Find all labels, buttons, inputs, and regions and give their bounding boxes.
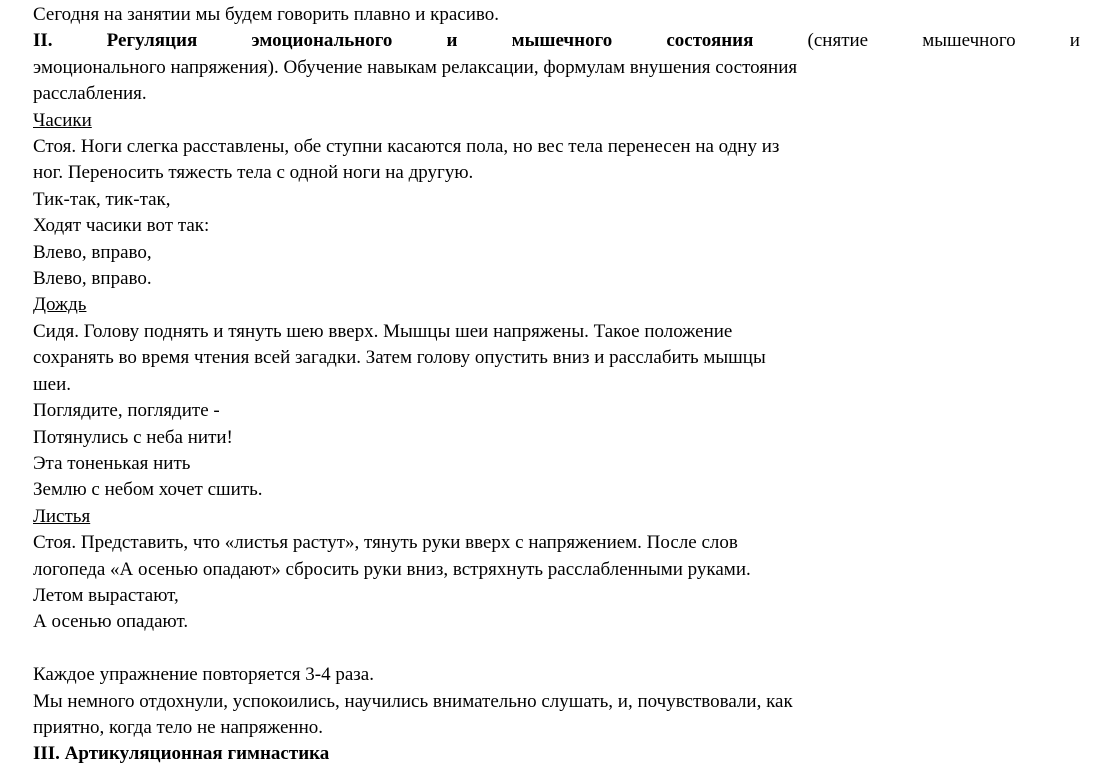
title-word: и bbox=[1069, 30, 1080, 52]
verse-line: Влево, вправо, bbox=[33, 241, 152, 263]
verse-line: Влево, вправо. bbox=[33, 268, 152, 290]
title-word: II. bbox=[33, 30, 53, 52]
exercise-heading-listya: Листья bbox=[33, 505, 91, 527]
exercise2-desc-line3: шеи. bbox=[33, 373, 71, 395]
section2-title-line1 bbox=[33, 28, 1080, 54]
summary-line1: Мы немного отдохнули, успокоились, научились внимательно слушать, и, почувствовали, как bbox=[33, 690, 793, 712]
exercise3-desc-line1: Стоя. Представить, что «листья растут», тянуть руки вверх с напряжением. После слов bbox=[33, 532, 738, 554]
exercise1-desc-line1: Стоя. Ноги слегка расставлены, обе ступни касаются пола, но вес тела перенесен на одну из bbox=[33, 136, 780, 158]
document-page bbox=[33, 2, 1080, 768]
title-word: состояния bbox=[666, 30, 754, 52]
title-word: Регуляция bbox=[106, 30, 198, 52]
intro-text: Сегодня на занятии мы будем говорить плавно и красиво. bbox=[33, 4, 499, 25]
exercise2-desc-line2: сохранять во время чтения всей загадки. Затем голову опустить вниз и расслабить мышцы bbox=[33, 347, 766, 369]
title-word: эмоционального bbox=[251, 30, 393, 52]
blank-line bbox=[33, 636, 1080, 662]
title-word: и bbox=[446, 30, 458, 52]
verse-line: Тик-так, тик-так, bbox=[33, 188, 171, 210]
section3-title: III. Артикуляционная гимнастика bbox=[33, 743, 330, 765]
verse-line: Эта тоненькая нить bbox=[33, 452, 191, 474]
verse-line: Ходят часики вот так: bbox=[33, 215, 210, 237]
repeat-note: Каждое упражнение повторяется 3-4 раза. bbox=[33, 664, 374, 686]
verse-line: Летом вырастают, bbox=[33, 584, 179, 606]
summary-line2: приятно, когда тело не напряженно. bbox=[33, 716, 323, 738]
exercise2-desc-line1: Сидя. Голову поднять и тянуть шею вверх. Мышцы шеи напряжены. Такое положение bbox=[33, 320, 733, 342]
verse-line: Поглядите, поглядите - bbox=[33, 400, 220, 422]
title-word: мышечного bbox=[511, 30, 613, 52]
verse-line: А осенью опадают. bbox=[33, 611, 189, 633]
verse-line: Землю с небом хочет сшить. bbox=[33, 479, 263, 501]
exercise-heading-dozhd: Дождь bbox=[33, 294, 87, 316]
exercise3-desc-line2: логопеда «А осенью опадают» сбросить руки вниз, встряхнуть расслабленными руками. bbox=[33, 558, 751, 580]
verse-line: Потянулись с неба нити! bbox=[33, 426, 233, 448]
exercise-heading-chasiki: Часики bbox=[33, 109, 92, 131]
section2-title-line3: расслабления. bbox=[33, 83, 147, 105]
exercise1-desc-line2: ног. Переносить тяжесть тела с одной ноги на другую. bbox=[33, 162, 474, 184]
title-word: (снятие bbox=[807, 30, 869, 52]
title-word: мышечного bbox=[922, 30, 1016, 52]
section2-title-line2: эмоционального напряжения). Обучение навыкам релаксации, формулам внушения состояния bbox=[33, 56, 798, 78]
